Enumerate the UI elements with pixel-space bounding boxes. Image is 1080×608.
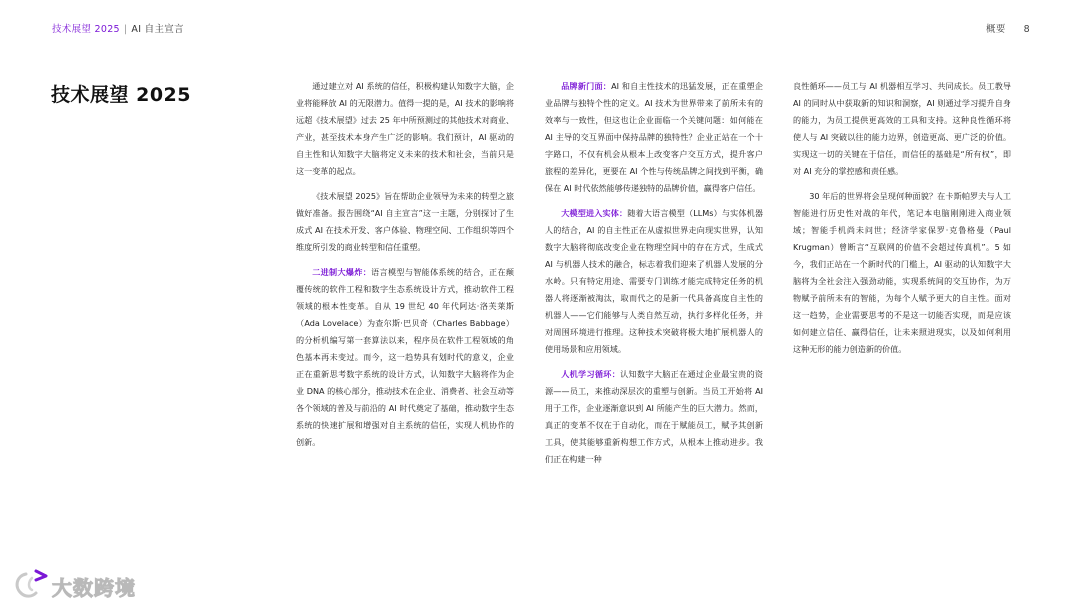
paragraph — [545, 205, 763, 358]
text-column-2 — [545, 78, 763, 476]
paragraph — [296, 264, 514, 451]
text-column-1 — [296, 78, 514, 459]
page-number: 8 — [1023, 24, 1030, 35]
page-title: 技术展望 2025 — [51, 84, 191, 106]
watermark-logo — [12, 566, 152, 602]
paragraph-text: 通过建立对 AI 系统的信任，积极构建认知数字大脑，企业将能释放 AI 的无限潜力。值得一提的是，AI 技术的影响将远超《技术展望》过去 25 年中所预测过的其他技术对商业、产业，甚至技术本身产生广泛的影响。我们预计，AI 驱动的自主性和认知数字大脑将定义未来的技术和社会，当前只是这一变革的起点。 — [296, 81, 514, 176]
logo-mark-icon — [12, 568, 50, 600]
paragraph-text: 随着大语言模型（LLMs）与实体机器人的结合，AI 的自主性正在从虚拟世界走向现实世界，认知数字大脑将彻底改变企业在物理空间中的存在方式，生成式 AI 与机器人技术的融合，标志着我们迎来了机器人发展的分水岭。只有特定用途、需要专门训练才能完成特定任务的机器人将逐渐被淘汰，取而代之的是新一代具备高度自主性的机器人——它们能够与人类自然互动，执行多样化任务，并对周围环境进行推理。这种技术突破将极大地扩展机器人的使用场景和应用领域。 — [545, 208, 763, 354]
doc-subtitle: AI 自主宣言 — [131, 24, 184, 35]
paragraph-lead-heading: 二进制大爆炸： — [312, 267, 372, 277]
paragraph-text: 良性循环——员工与 AI 机器相互学习、共同成长。员工教导 AI 的同时从中获取新的知识和洞察，AI 则通过学习提升自身的能力，为员工提供更高效的工具和支持。这种良性循环将使人与 AI 突破以往的能力边界，创造更高、更广泛的价值。实现这一切的关键在于信任，而信任的基础是“所有权”，即对 AI 充分的掌控感和责任感。 — [793, 81, 1011, 176]
running-header — [52, 21, 184, 35]
text-column-3 — [793, 78, 1011, 366]
doc-title: 技术展望 2025 — [52, 24, 120, 35]
paragraph — [296, 188, 514, 256]
paragraph — [545, 366, 763, 468]
paragraph-text: 30 年后的世界将会呈现何种面貌？在卡斯帕罗夫与人工智能进行历史性对战的年代，笔记本电脑刚刚进入商业领域；智能手机尚未问世；经济学家保罗·克鲁格曼（Paul Krugman）曾断言“互联网的价值不会超过传真机”。5 如今，我们正站在一个新时代的门槛上，AI 驱动的认知数字大脑将为全社会注入强劲动能，实现系统间的交互协作，为万物赋予前所未有的智能，为每个人赋予更大的自主性。面对这一趋势，企业需要思考的不是这一切能否实现，而是应该如何建立信任、赢得信任，让未来照进现实，以及如何利用这种无形的能力创造新的价值。 — [793, 191, 1011, 354]
paragraph-lead-heading: 人机学习循环： — [561, 369, 621, 379]
paragraph-text: 认知数字大脑正在通过企业最宝贵的资源——员工，来推动深层次的重塑与创新。当员工开始将 AI 用于工作，企业逐渐意识到 AI 所能产生的巨大潜力。然而，真正的变革不仅在于自动化，而在于赋能员工，赋予其创新工具，使其能够重新构想工作方式，从根本上推动进步。我们正在构建一种 — [545, 369, 763, 464]
paragraph-lead-heading: 大模型进入实体： — [561, 208, 628, 218]
paragraph-text: 语言模型与智能体系统的结合，正在颠覆传统的软件工程和数字生态系统设计方式，推动软件工程领域的根本性变革。自从 19 世纪 40 年代阿达·洛芙莱斯（Ada Lovelace）为查尔斯·巴贝奇（Charles Babbage）的分析机编写第一套算法以来，程序员在软件工程领域的角色基本再未变过。而今，这一趋势具有划时代的意义，企业正在重新思考数字系统的设计方式，认知数字大脑将作为企业 DNA 的核心部分，推动技术在企业、消费者、社会互动等各个领域的普及与前沿的 AI 时代奠定了基础，推动数字生态系统的快速扩展和增强对自主系统的信任，实现人机协作的创新。 — [296, 267, 514, 447]
paragraph-lead-heading: 品牌新门面： — [561, 81, 612, 91]
header-separator: | — [123, 24, 128, 35]
paragraph — [545, 78, 763, 197]
section-header — [986, 21, 1030, 35]
paragraph-text: AI 和自主性技术的迅猛发展，正在重塑企业品牌与独特个性的定义。AI 技术为世界带来了前所未有的效率与一致性，但这也让企业面临一个关键问题：如何能在 AI 主导的交互界面中保持品牌的独特性？企业正站在一个十字路口，不仅有机会从根本上改变客户交互方式，提升客户旅程的差异化，更要在 AI 个性与传统品牌之间找到平衡，确保在 AI 时代依然能够传递独特的品牌价值，赢得客户信任。 — [545, 81, 763, 193]
logo-text: 大数跨境 — [52, 576, 136, 600]
paragraph — [793, 188, 1011, 358]
paragraph-text: 《技术展望 2025》旨在帮助企业领导为未来的转型之旅做好准备。报告围绕“AI 自主宣言”这一主题，分别探讨了生成式 AI 在技术开发、客户体验、物理空间、工作组织等四个维度所引发的商业转型和信任重塑。 — [296, 191, 514, 252]
paragraph — [296, 78, 514, 180]
section-label: 概要 — [986, 24, 1006, 35]
paragraph — [793, 78, 1011, 180]
